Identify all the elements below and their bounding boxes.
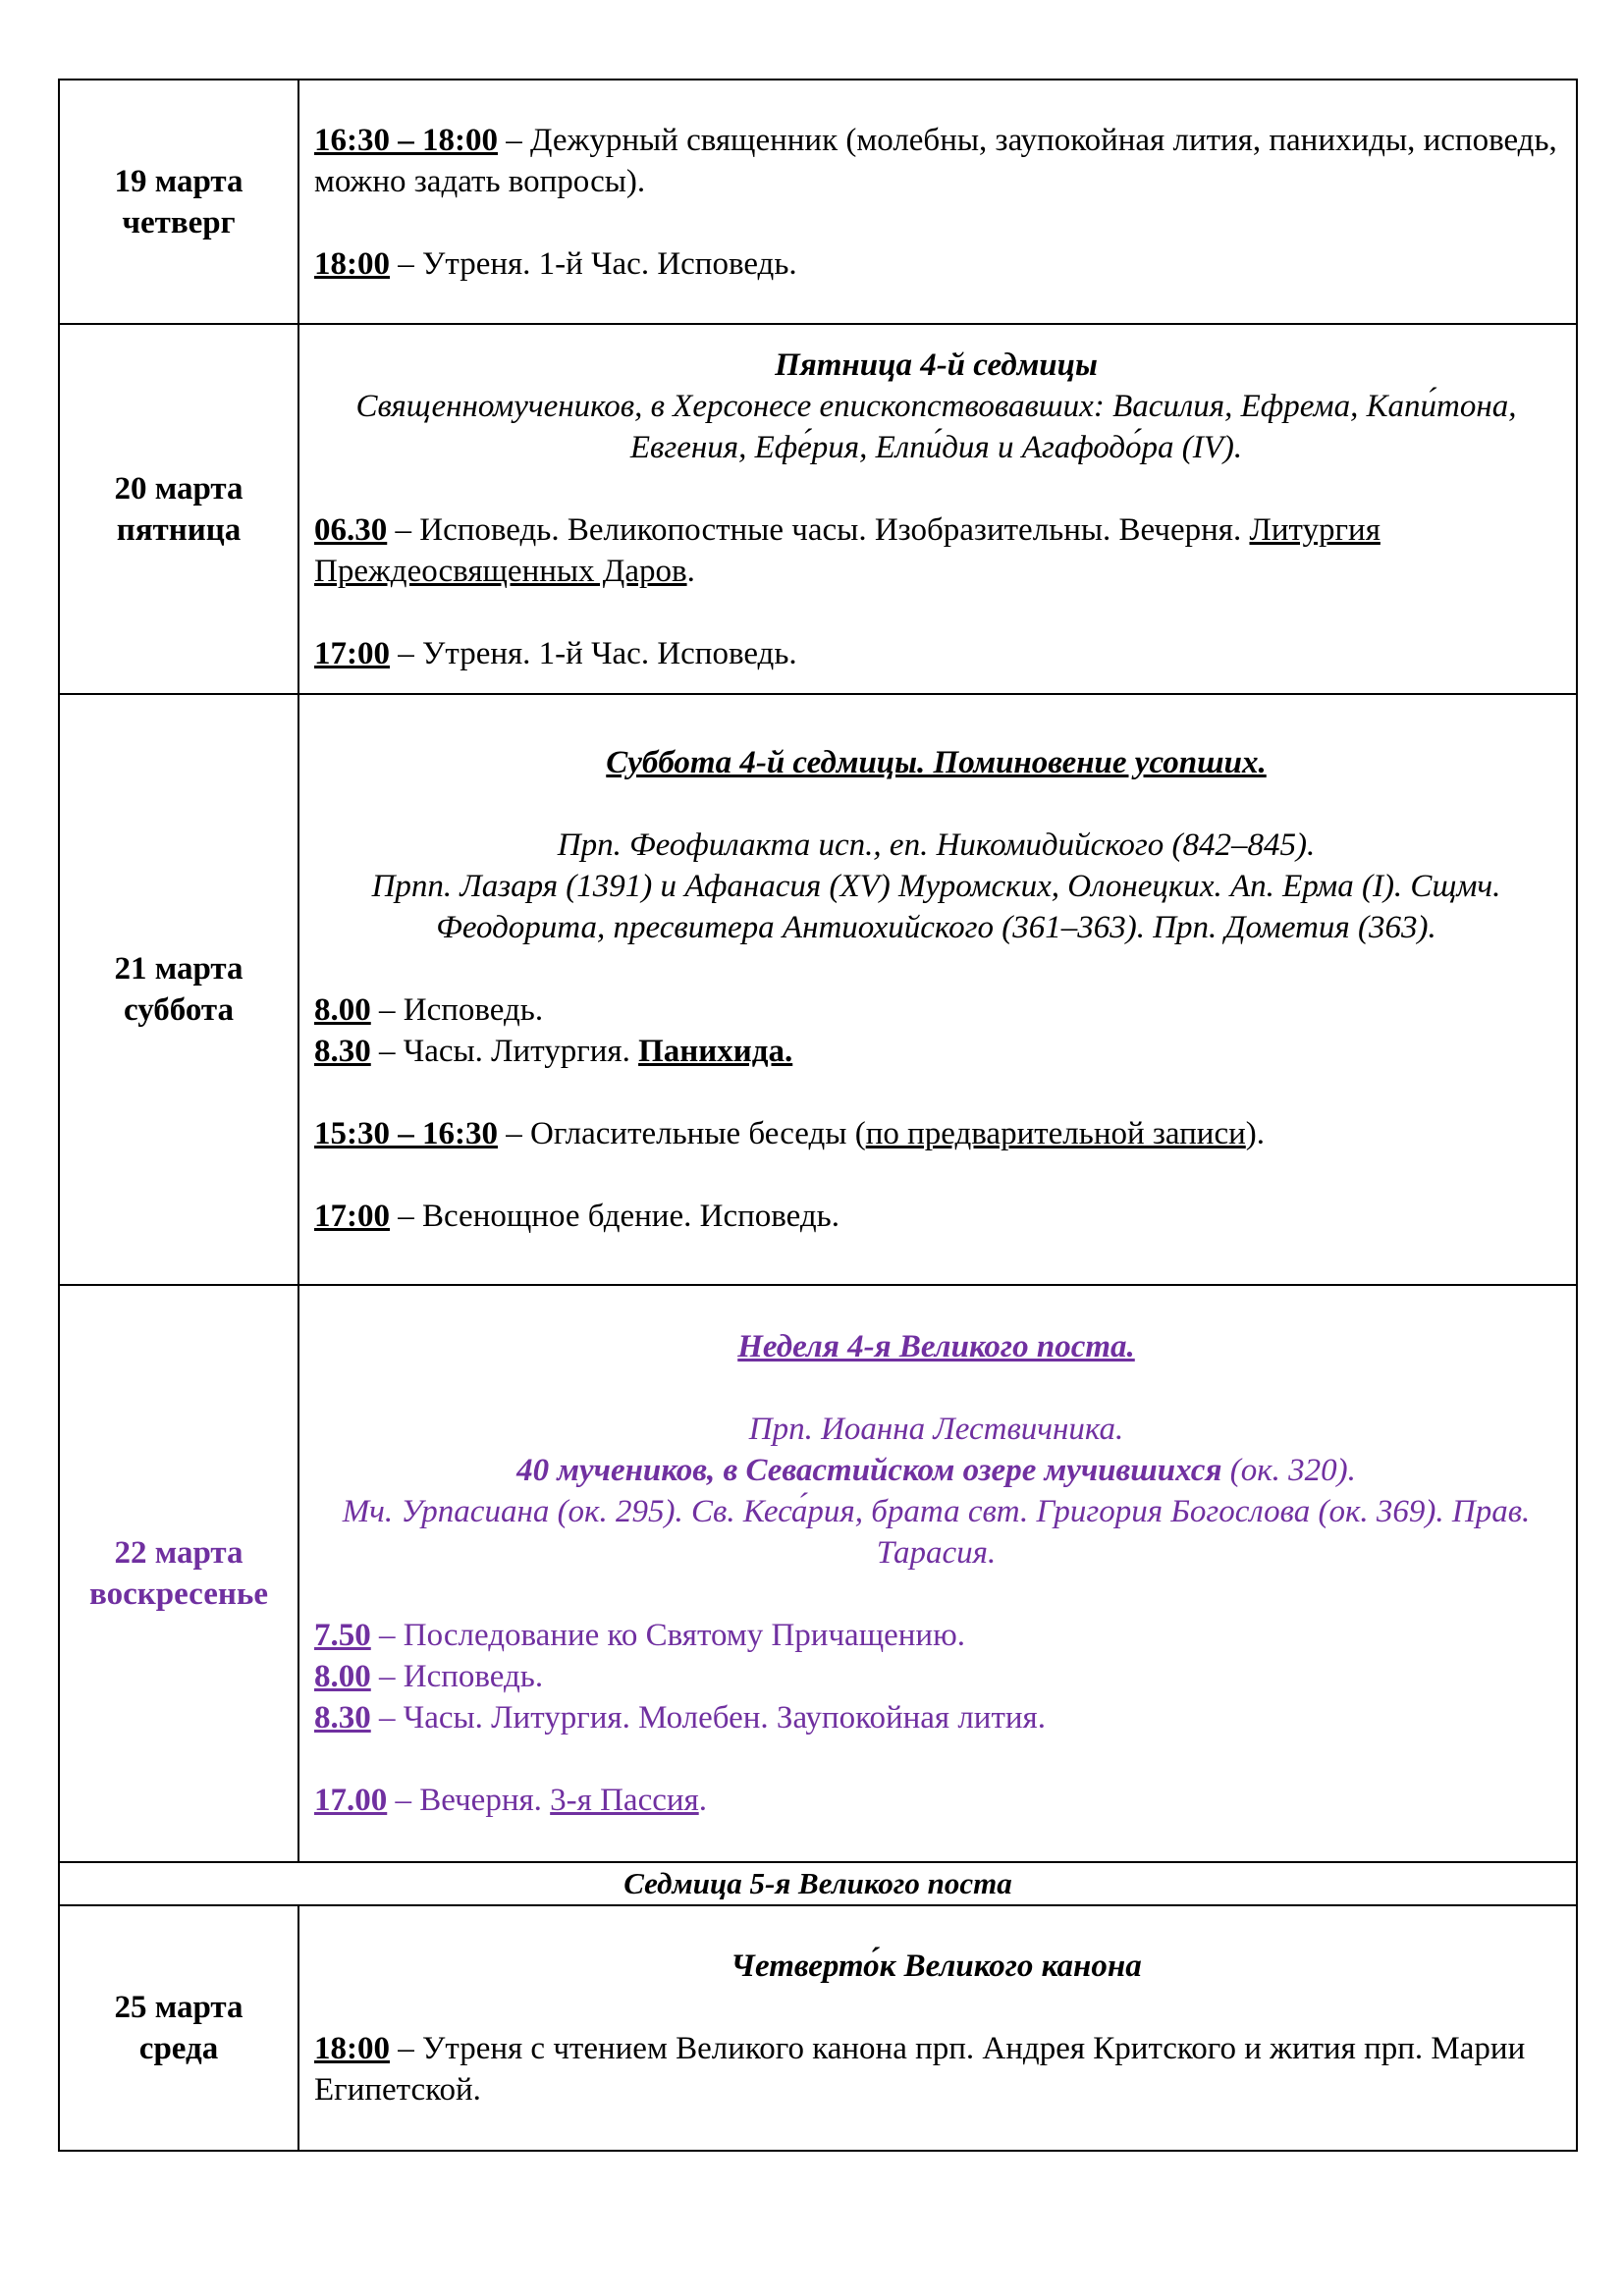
table-row xyxy=(59,1862,1577,1905)
service-emphasis: Панихида. xyxy=(638,1034,793,1069)
service-text: – Огласительные беседы ( xyxy=(497,1116,866,1151)
services-cell xyxy=(298,1285,1577,1862)
services-cell xyxy=(298,694,1577,1285)
service-text: – Последование ко Святому Причащению. xyxy=(370,1618,965,1653)
service-text: – Утреня с чтением Великого канона прп. Андрея Критского и жития прп. Марии Египетской. xyxy=(314,2031,1526,2108)
service-time: 16:30 – 18:00 xyxy=(314,122,498,158)
service-text: – Исповедь. Великопостные часы. Изобразительны. Вечерня. xyxy=(387,511,1250,548)
service-entry xyxy=(314,243,1558,285)
service-entry xyxy=(314,1113,1558,1154)
weekday: четверг xyxy=(122,204,236,240)
date-cell xyxy=(59,324,298,694)
service-time: 18:00 xyxy=(314,2031,390,2066)
service-time: 17:00 xyxy=(314,635,390,671)
service-entry xyxy=(314,2028,1558,2110)
saints-commemoration: Мч. Урпасиана (ок. 295). Св. Кеса́рия, брата свт. Григория Богослова (ок. 369). Прав. Тарасия. xyxy=(342,1494,1531,1571)
service-entry xyxy=(314,509,1558,592)
saints-commemoration: Прпп. Лазаря (1391) и Афанасия (XV) Муромских, Олонецких. Ап. Ерма (I). Сщмч. Феодорита, пресвитера Антиохийского (361–363). Прп. Дометия (363). xyxy=(371,869,1501,945)
weekday: воскресенье xyxy=(89,1576,268,1612)
date-cell xyxy=(59,80,298,324)
service-text: – Вечерня. xyxy=(387,1783,551,1818)
saints-commemoration: Прп. Феофилакта исп., еп. Никомидийского (842–845). xyxy=(557,828,1316,863)
schedule-table xyxy=(58,79,1578,2152)
feast-date: (ок. 320). xyxy=(1221,1453,1356,1488)
service-text: – Часы. Литургия. Молебен. Заупокойная лития. xyxy=(370,1700,1046,1735)
service-link[interactable]: по предварительной записи xyxy=(865,1116,1246,1151)
service-entry xyxy=(314,1656,1558,1697)
date: 25 марта xyxy=(114,1990,244,2025)
service-text: – Часы. Литургия. xyxy=(370,1034,639,1069)
table-row xyxy=(59,1285,1577,1862)
service-entry xyxy=(314,989,1558,1031)
services-cell xyxy=(298,1905,1577,2151)
table-row xyxy=(59,694,1577,1285)
service-entry xyxy=(314,1697,1558,1738)
service-time: 18:00 xyxy=(314,245,390,282)
service-text: – Всенощное бдение. Исповедь. xyxy=(390,1199,839,1234)
service-entry xyxy=(314,633,1558,674)
service-text-end: ). xyxy=(1245,1116,1266,1151)
service-text: – Исповедь. xyxy=(370,1659,544,1694)
date: 21 марта xyxy=(114,951,244,987)
service-link[interactable]: Литургия Преждеосвященных Даров xyxy=(314,511,1380,589)
service-time: 8.00 xyxy=(314,1659,371,1694)
week-header: Седмица 5-я Великого поста xyxy=(59,1862,1577,1905)
date: 22 марта xyxy=(114,1535,244,1571)
weekday: пятница xyxy=(116,511,242,548)
day-heading: Пятница 4-й седмицы xyxy=(775,347,1098,383)
table-row xyxy=(59,324,1577,694)
service-time: 8.30 xyxy=(314,1700,371,1735)
day-heading: Неделя 4-я Великого поста. xyxy=(737,1329,1135,1364)
service-entry xyxy=(314,1031,1558,1072)
saints-commemoration: Священномучеников, в Херсонесе епископствовавших: Василия, Ефрема, Капи́тона, Евгения, Ефе́рия, Елпи́дия и Агафодо́ра (IV). xyxy=(355,388,1517,465)
day-heading: Четверто́к Великого канона xyxy=(731,1949,1142,1984)
date-cell xyxy=(59,694,298,1285)
table-row xyxy=(59,1905,1577,2151)
service-entry xyxy=(314,120,1558,202)
date: 19 марта xyxy=(114,163,244,199)
service-text-end: . xyxy=(698,1783,707,1818)
service-entry xyxy=(314,1196,1558,1237)
weekday: среда xyxy=(138,2031,219,2066)
service-time: 8.00 xyxy=(314,992,371,1028)
services-cell xyxy=(298,324,1577,694)
saints-commemoration xyxy=(314,1450,1558,1491)
service-entry xyxy=(314,1780,1558,1821)
service-text: – Утреня. 1-й Час. Исповедь. xyxy=(390,635,797,671)
date: 20 марта xyxy=(114,470,244,507)
service-time: 17:00 xyxy=(314,1199,390,1234)
service-time: 7.50 xyxy=(314,1618,371,1653)
service-time: 8.30 xyxy=(314,1034,371,1069)
service-link[interactable]: 3-я Пассия xyxy=(550,1783,699,1818)
day-heading: Суббота 4-й седмицы. Поминовение усопших. xyxy=(606,745,1267,780)
service-time: 17.00 xyxy=(314,1783,388,1818)
service-entry xyxy=(314,1615,1558,1656)
service-text: – Дежурный священник (молебны, заупокойная лития, панихиды, исповедь, можно задать вопросы). xyxy=(314,122,1557,199)
services-cell xyxy=(298,80,1577,324)
date-cell xyxy=(59,1905,298,2151)
weekday: суббота xyxy=(123,992,235,1028)
service-text: – Исповедь. xyxy=(370,992,544,1028)
date-cell xyxy=(59,1285,298,1862)
table-row xyxy=(59,80,1577,324)
feast-name: 40 мучеников, в Севастийском озере мучившихся xyxy=(516,1453,1222,1488)
service-text-end: . xyxy=(686,553,695,589)
service-time: 15:30 – 16:30 xyxy=(314,1116,498,1151)
saints-commemoration: Прп. Иоанна Лествичника. xyxy=(748,1412,1124,1447)
service-text: – Утреня. 1-й Час. Исповедь. xyxy=(390,245,797,282)
service-time: 06.30 xyxy=(314,511,388,548)
